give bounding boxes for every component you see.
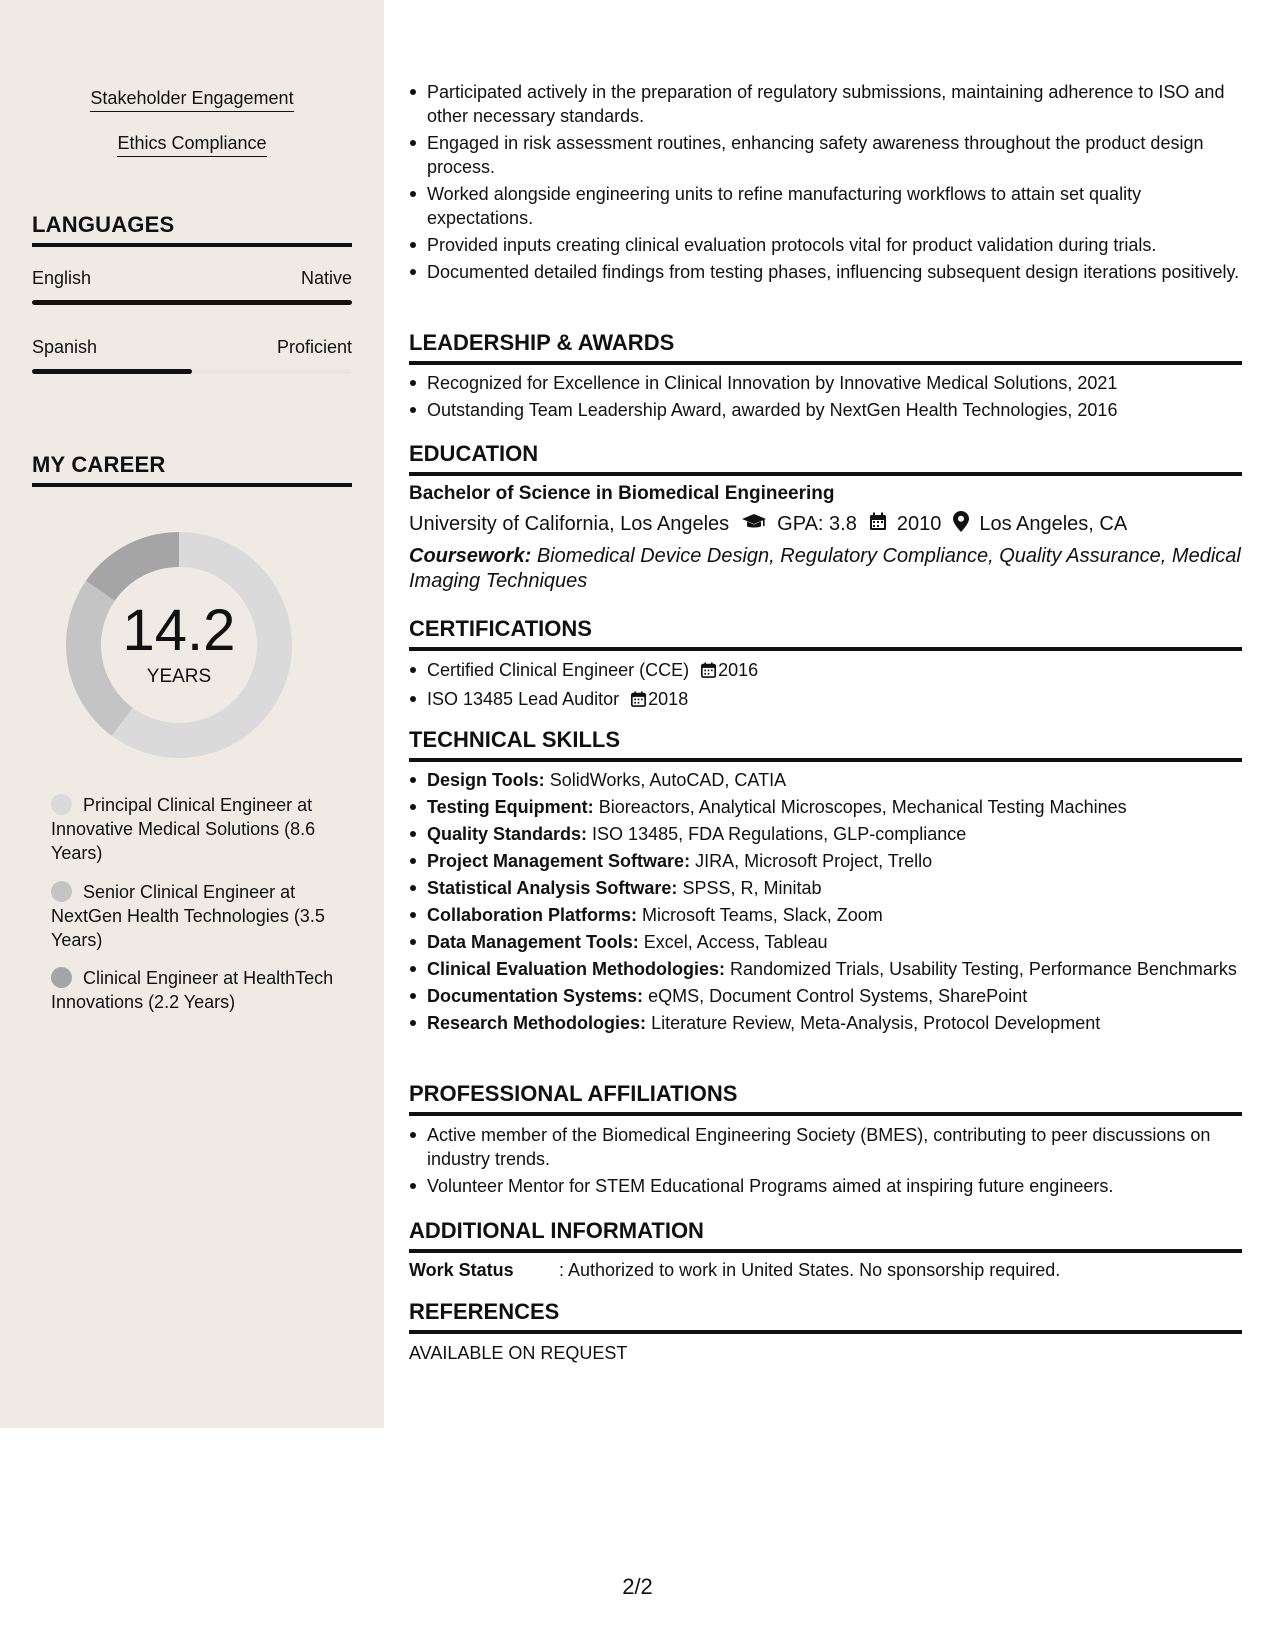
language-proficiency-bar bbox=[32, 300, 352, 305]
certifications-heading: CERTIFICATIONS bbox=[409, 616, 1242, 651]
list-item: Engaged in risk assessment routines, enhancing safety awareness throughout the product design process. bbox=[409, 131, 1242, 179]
career-legend-dot bbox=[51, 967, 72, 988]
list-item: Quality Standards: ISO 13485, FDA Regulations, GLP-compliance bbox=[409, 822, 1242, 846]
career-item: Clinical Engineer at HealthTech Innovations (2.2 Years) bbox=[51, 968, 334, 1012]
certification-year: 2018 bbox=[648, 689, 689, 709]
page-number: 2/2 bbox=[622, 1574, 653, 1599]
work-status-label: Work Status bbox=[409, 1260, 514, 1280]
list-item: Outstanding Team Leadership Award, awarded by NextGen Health Technologies, 2016 bbox=[409, 398, 1242, 422]
language-proficiency-bar bbox=[32, 369, 352, 374]
list-item bbox=[409, 687, 1242, 713]
experience-bullets bbox=[409, 80, 1242, 287]
list-item: Active member of the Biomedical Engineering Society (BMES), contributing to peer discussions on industry trends. bbox=[409, 1123, 1242, 1171]
list-item: Documentation Systems: eQMS, Document Control Systems, SharePoint bbox=[409, 984, 1242, 1008]
list-item: Clinical Evaluation Methodologies: Randomized Trials, Usability Testing, Performance Benchmarks bbox=[409, 957, 1242, 981]
list-item: Statistical Analysis Software: SPSS, R, Minitab bbox=[409, 876, 1242, 900]
coursework bbox=[409, 544, 1242, 594]
certification-name: Certified Clinical Engineer (CCE) bbox=[427, 660, 690, 680]
calendar-icon bbox=[869, 512, 887, 537]
graduation-year: 2010 bbox=[896, 513, 942, 535]
education-heading: EDUCATION bbox=[409, 441, 1242, 476]
certification-name: ISO 13485 Lead Auditor bbox=[427, 689, 620, 709]
certification-year: 2016 bbox=[718, 660, 759, 680]
list-item bbox=[409, 658, 1242, 684]
calendar-icon bbox=[701, 660, 716, 684]
list-item: Data Management Tools: Excel, Access, Tableau bbox=[409, 930, 1242, 954]
language-level: Native bbox=[300, 268, 352, 288]
affiliations-list bbox=[409, 1123, 1242, 1201]
technical-skills-heading: TECHNICAL SKILLS bbox=[409, 727, 1242, 762]
languages-heading: LANGUAGES bbox=[32, 212, 352, 247]
references-text: AVAILABLE ON REQUEST bbox=[409, 1343, 628, 1363]
list-item: Collaboration Platforms: Microsoft Teams, Slack, Zoom bbox=[409, 903, 1242, 927]
career-item: Senior Clinical Engineer at NextGen Health Technologies (3.5 Years) bbox=[51, 882, 325, 950]
calendar-icon bbox=[631, 689, 646, 713]
technical-skills-list bbox=[409, 768, 1242, 1038]
language-row bbox=[32, 268, 352, 289]
list-item: Worked alongside engineering units to refine manufacturing workflows to attain set quality expectations. bbox=[409, 182, 1242, 230]
gpa: GPA: 3.8 bbox=[777, 513, 857, 535]
list-item: Participated actively in the preparation of regulatory submissions, maintaining adherence to ISO and other necessary standards. bbox=[409, 80, 1242, 128]
graduation-cap-icon bbox=[741, 513, 767, 537]
degree: Bachelor of Science in Biomedical Engineering bbox=[409, 483, 835, 504]
language-name: Spanish bbox=[32, 337, 98, 357]
leadership-list bbox=[409, 371, 1242, 425]
donut-segment bbox=[86, 532, 179, 601]
career-item: Principal Clinical Engineer at Innovative Medical Solutions (8.6 Years) bbox=[51, 795, 316, 863]
list-item: Recognized for Excellence in Clinical Innovation by Innovative Medical Solutions, 2021 bbox=[409, 371, 1242, 395]
references-heading: REFERENCES bbox=[409, 1299, 1242, 1334]
career-heading: MY CAREER bbox=[32, 452, 352, 487]
career-total-years: 14.2 bbox=[122, 598, 236, 663]
career-total-unit: YEARS bbox=[146, 666, 212, 687]
list-item: Research Methodologies: Literature Review, Meta-Analysis, Protocol Development bbox=[409, 1011, 1242, 1035]
list-item: Design Tools: SolidWorks, AutoCAD, CATIA bbox=[409, 768, 1242, 792]
language-proficiency-fill bbox=[32, 369, 192, 374]
list-item: Volunteer Mentor for STEM Educational Programs aimed at inspiring future engineers. bbox=[409, 1174, 1242, 1198]
language-proficiency-fill bbox=[32, 300, 352, 305]
school: University of California, Los Angeles bbox=[409, 513, 730, 535]
list-item: Project Management Software: JIRA, Microsoft Project, Trello bbox=[409, 849, 1242, 873]
affiliations-heading: PROFESSIONAL AFFILIATIONS bbox=[409, 1081, 1242, 1116]
list-item: Provided inputs creating clinical evaluation protocols vital for product validation during trials. bbox=[409, 233, 1242, 257]
education-location: Los Angeles, CA bbox=[979, 513, 1128, 535]
location-pin-icon bbox=[953, 511, 969, 538]
career-legend-dot bbox=[51, 794, 72, 815]
skill-item: Ethics Compliance bbox=[0, 133, 384, 157]
career-legend-dot bbox=[51, 881, 72, 902]
additional-info bbox=[409, 1260, 1242, 1281]
coursework-text: Biomedical Device Design, Regulatory Compliance, Quality Assurance, Medical Imaging Techniques bbox=[409, 545, 1241, 592]
skill-item: Stakeholder Engagement bbox=[0, 88, 384, 112]
education-entry bbox=[409, 483, 1242, 594]
certifications-list bbox=[409, 658, 1242, 716]
leadership-heading: LEADERSHIP & AWARDS bbox=[409, 330, 1242, 365]
education-details bbox=[409, 511, 1242, 538]
list-item: Documented detailed findings from testing phases, influencing subsequent design iterations positively. bbox=[409, 260, 1242, 284]
sidebar bbox=[0, 0, 384, 1428]
work-status-value: : Authorized to work in United States. No sponsorship required. bbox=[559, 1260, 1061, 1280]
language-level: Proficient bbox=[276, 337, 352, 357]
additional-info-heading: ADDITIONAL INFORMATION bbox=[409, 1218, 1242, 1253]
language-name: English bbox=[32, 268, 92, 288]
language-row bbox=[32, 337, 352, 358]
list-item: Testing Equipment: Bioreactors, Analytical Microscopes, Mechanical Testing Machines bbox=[409, 795, 1242, 819]
coursework-label: Coursework: bbox=[409, 545, 532, 567]
